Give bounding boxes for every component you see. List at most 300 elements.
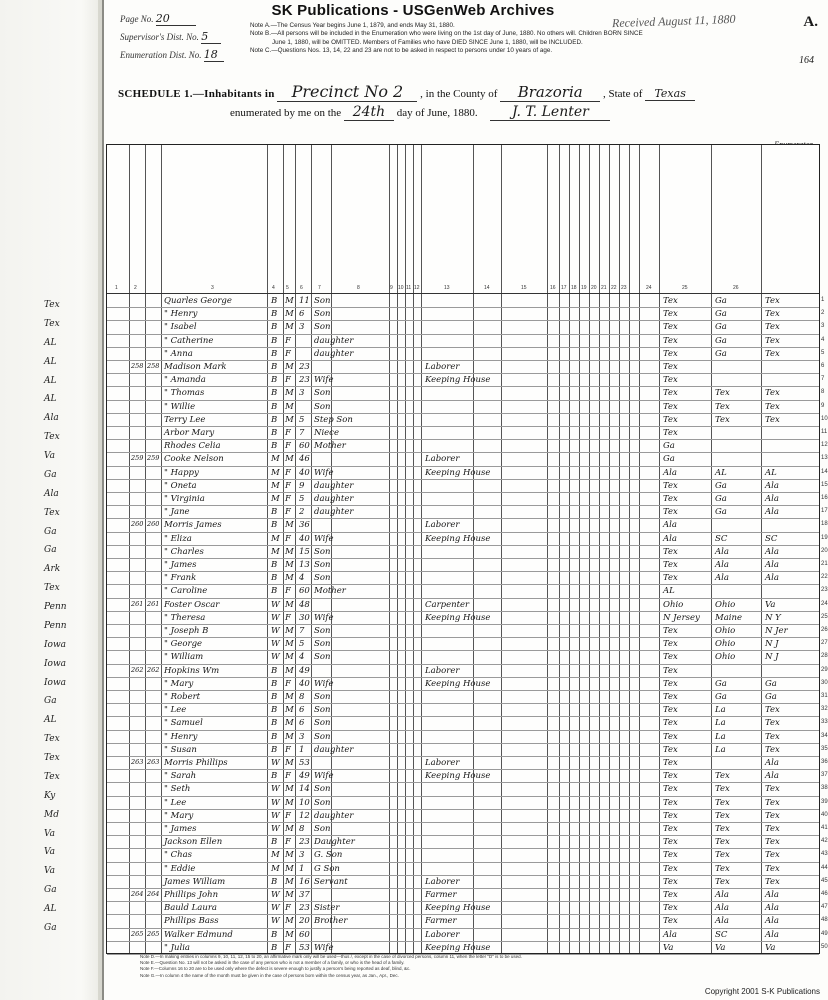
family-number: 262 [147,665,160,674]
county-label: , in the County of [420,88,498,100]
mother-birthplace-cell: Tex [765,322,780,333]
table-row [107,453,828,467]
birthplace-cell: Tex [663,494,678,504]
age-cell: 3 [299,388,305,399]
birthplace-cell: N Jersey [663,612,700,623]
sex-cell: M [285,520,294,531]
color-cell: B [271,441,278,452]
sex-cell: M [285,731,294,742]
father-birthplace-cell: Ga [715,296,727,306]
previous-page-entry: Iowa [44,639,67,650]
color-cell: M [271,533,280,544]
color-cell: B [271,520,278,531]
color-cell: B [271,771,278,782]
table-row [107,863,828,877]
column-number: 13 [444,285,450,291]
age-cell: 10 [299,797,310,808]
row-number: 39 [821,798,828,805]
table-row [107,770,828,784]
column-number: 10 [398,285,404,291]
column-number: 16 [550,285,556,291]
person-name: Morris James [164,520,222,531]
relationship-cell: Son [314,797,331,808]
age-cell: 7 [299,626,305,636]
state-value: Texas [645,87,695,101]
person-name: " Jane [164,507,190,518]
age-cell: 4 [299,573,305,584]
row-number: 21 [821,561,828,567]
row-number: 31 [821,693,828,699]
sex-cell: M [285,652,294,663]
father-birthplace-cell: Tex [715,414,730,425]
color-cell: B [271,692,278,702]
row-number: 23 [821,587,828,594]
father-birthplace-cell: Tex [715,863,730,874]
previous-page-entry: Va [44,828,56,839]
table-row [107,374,825,388]
age-cell: 23 [299,903,310,914]
person-name: " Mary [164,678,194,689]
age-cell: 6 [299,309,305,320]
father-birthplace-cell: La [715,705,726,716]
color-cell: W [271,890,280,900]
color-cell: M [271,494,280,504]
column-number: 22 [611,285,617,291]
row-number: 46 [821,891,828,897]
mother-birthplace-cell: Tex [765,705,780,716]
father-birthplace-cell: Ga [715,348,727,359]
column-number: 3 [211,285,214,291]
birthplace-cell: Tex [663,296,678,306]
sex-cell: F [285,903,291,914]
table-row [107,810,828,824]
relationship-cell: Wife [314,771,334,782]
row-number: 2 [821,310,825,317]
mother-birthplace-cell: Ala [765,546,779,557]
table-row [107,467,828,481]
note-a: Note A.—The Census Year begins June 1, 1879, and ends May 31, 1880. [250,22,455,29]
birthplace-cell: Ohio [663,599,684,610]
relationship-cell: G. Son [314,850,343,861]
row-number: 20 [821,547,828,554]
color-cell: B [271,428,278,438]
column-number: 26 [733,285,739,291]
mother-birthplace-cell: Tex [765,388,780,399]
person-name: " Henry [164,731,198,742]
birthplace-cell: Tex [663,837,678,848]
row-number: 27 [821,640,828,647]
row-number: 7 [821,376,825,383]
previous-page-entry: Iowa [44,677,67,688]
color-cell: B [271,942,278,953]
sex-cell: M [285,850,294,861]
table-row [107,572,828,586]
table-row [107,506,828,520]
dwelling-number: 260 [131,520,144,529]
column-number: 19 [581,285,587,291]
person-name: " Robert [164,692,201,702]
row-number: 37 [821,772,828,779]
occupation-cell: Laborer [425,876,460,887]
age-cell: 60 [299,441,310,452]
sex-cell: M [285,414,294,425]
birthplace-cell: Tex [663,546,678,557]
sex-cell: M [285,388,294,399]
birthplace-cell: Tex [663,678,678,689]
father-birthplace-cell: Ga [715,507,727,518]
sex-cell: M [285,929,294,940]
color-cell: W [271,810,280,821]
relationship-cell: Step Son [314,414,353,425]
person-name: Morris Phillips [164,758,228,768]
sex-cell: M [285,626,294,636]
previous-page-entry: AL [44,715,57,726]
person-name: " Henry [164,309,198,320]
mother-birthplace-cell: Tex [765,797,780,808]
footnote-d: Note D.—In making entries in columns 9, 10, 11, 12, 15 to 20, an affirmative mark only will be used—thus /, except in the case of divorced persons, column 11, when the letter "D" is to be used. [140,954,522,959]
row-number: 9 [821,402,825,409]
relationship-cell: G Son [314,863,340,874]
dwelling-number: 262 [131,665,144,674]
person-name: " Lee [164,797,187,808]
relationship-cell: Brother [314,916,348,927]
previous-page-entry: Tex [44,583,60,594]
person-name: " Lee [164,705,187,716]
sex-cell: F [285,744,291,755]
sex-cell: F [285,467,291,478]
birthplace-cell: Tex [663,744,678,755]
mother-birthplace-cell: Tex [765,296,780,306]
row-number: 10 [821,415,828,422]
enumerated-line [230,104,610,121]
table-row [107,387,825,401]
column-number: 15 [521,285,527,291]
sex-cell: M [285,401,294,412]
color-cell: B [271,414,278,425]
birthplace-cell: Ala [663,929,677,940]
relationship-cell: Mother [314,586,346,597]
color-cell: B [271,876,278,887]
row-number: 16 [821,495,828,501]
person-name: Terry Lee [164,414,206,425]
person-name: Bauld Laura [164,903,217,914]
father-birthplace-cell: AL [715,467,727,478]
sex-cell: F [285,586,291,597]
footnote-e: Note E.—Question No. 13 will not be asked in the case of any person who is not a member of a family, or who is the head of a family. [140,960,405,966]
person-name: " Isabel [164,322,197,333]
sex-cell: M [285,758,294,768]
table-row [107,744,828,758]
color-cell: B [271,322,278,333]
mother-birthplace-cell: Tex [765,731,780,742]
relationship-cell: Son [314,322,331,333]
table-row [107,651,828,665]
father-birthplace-cell: SC [715,929,728,940]
column-number: 23 [621,285,627,291]
person-name: " Willie [164,401,196,412]
mother-birthplace-cell: Tex [765,335,780,346]
previous-page-entries [0,144,98,952]
row-number: 26 [821,627,828,633]
sex-cell: F [285,533,291,544]
footnote-g: Note G.—In column 4 the name of the month must be given in the case of persons born within the census year, as Jan., Apr., Dec. [140,972,399,978]
mother-birthplace-cell: Ala [765,560,779,570]
person-name: Walker Edmund [164,929,233,940]
age-cell: 3 [299,850,305,861]
previous-page-entry: Tex [44,507,60,518]
sex-cell: F [285,441,291,452]
age-cell: 23 [299,362,310,372]
color-cell: B [271,375,278,386]
mother-birthplace-cell: Tex [765,414,780,425]
table-row [107,321,825,335]
birthplace-cell: Tex [663,428,678,438]
person-name: " Joseph B [164,626,209,636]
previous-page-entry: Ala [44,488,59,499]
color-cell: B [271,678,278,689]
birthplace-cell: Tex [663,652,678,663]
person-name: " James [164,560,197,570]
row-number: 6 [821,363,825,369]
father-birthplace-cell: La [715,718,726,729]
sex-cell: F [285,375,291,386]
relationship-cell: Mother [314,441,346,452]
age-cell: 9 [299,480,305,491]
sex-cell: M [285,362,294,372]
previous-page-entry: AL [44,394,57,405]
person-name: " Oneta [164,480,197,491]
page-letter: A. [803,14,818,30]
color-cell: B [271,309,278,320]
father-birthplace-cell: Tex [715,797,730,808]
father-birthplace-cell: Ala [715,573,729,584]
previous-page-entry: Va [44,866,56,877]
column-number: 17 [561,285,567,291]
row-number: 38 [821,785,828,792]
father-birthplace-cell: Maine [715,612,742,623]
color-cell: B [271,929,278,940]
color-cell: W [271,797,280,808]
table-row [107,836,828,850]
person-name: Phillips Bass [164,916,219,927]
supervisors-dist-line [120,30,221,44]
birthplace-cell: Tex [663,903,678,914]
mother-birthplace-cell: Tex [765,309,780,320]
copyright: Copyright 2001 S-K Publications [704,987,820,996]
column-number: 1 [115,285,118,291]
age-cell: 12 [299,810,310,821]
table-row [107,889,828,903]
birthplace-cell: Tex [663,388,678,399]
column-number: 20 [591,285,597,291]
person-name: " Susan [164,744,197,755]
column-number: 18 [571,285,577,291]
table-row [107,783,828,797]
sex-cell: M [285,784,294,795]
dwelling-number: 264 [131,890,144,898]
occupation-cell: Laborer [425,665,460,676]
occupation-cell: Keeping House [425,375,491,386]
color-cell: W [271,639,280,650]
column-number: 6 [300,285,303,291]
father-birthplace-cell: Ga [715,335,727,346]
color-cell: B [271,348,278,359]
column-number: 8 [357,285,360,291]
mother-birthplace-cell: Ala [765,890,779,900]
occupation-cell: Farmer [425,890,457,900]
age-cell: 53 [299,758,310,768]
table-row [107,678,828,692]
dwelling-number: 261 [131,599,144,608]
received-stamp: Received August 11, 1880 [611,11,736,31]
birthplace-cell: Tex [663,626,678,636]
age-cell: 40 [299,533,310,544]
sex-cell: F [285,507,291,518]
page-no-value: 20 [156,12,196,26]
age-cell: 16 [299,876,310,887]
relationship-cell: Son [314,652,331,663]
person-name: " Charles [164,546,204,557]
sex-cell: M [285,599,294,610]
relationship-cell: Wife [314,467,334,478]
relationship-cell: Son [314,692,331,702]
age-cell: 1 [299,744,305,755]
sex-cell: F [285,348,291,359]
column-number: 25 [682,285,688,291]
sex-cell: F [285,678,291,689]
row-number: 28 [821,653,828,660]
person-name: " Mary [164,810,194,821]
relationship-cell: Sister [314,903,340,914]
birthplace-cell: Ga [663,441,675,452]
relationship-cell: Wife [314,942,334,953]
age-cell: 40 [299,678,310,689]
birthplace-cell: Tex [663,692,678,702]
color-cell: W [271,824,280,834]
father-birthplace-cell: Tex [715,771,730,782]
father-birthplace-cell: Tex [715,876,730,887]
mother-birthplace-cell: N Jer [765,626,788,636]
sex-cell: F [285,612,291,623]
previous-page-entry: Tex [44,300,60,310]
age-cell: 48 [299,599,310,610]
color-cell: W [271,784,280,795]
birthplace-cell: Tex [663,401,678,412]
mother-birthplace-cell: Ala [765,573,779,584]
father-birthplace-cell: Ohio [715,599,736,610]
mother-birthplace-cell: Ga [765,678,777,689]
color-cell: W [271,612,280,623]
row-number: 19 [821,534,828,541]
previous-page-entry: Penn [44,602,67,613]
row-number: 45 [821,877,828,884]
row-number: 40 [821,811,828,818]
previous-page-entry: Ala [44,413,59,424]
row-number: 25 [821,613,828,620]
dwelling-number: 259 [131,454,144,463]
person-name: Phillips John [164,890,219,900]
row-number: 4 [821,336,825,343]
family-number: 258 [147,362,160,370]
previous-page-entry: Tex [44,771,60,782]
table-row [107,533,828,547]
color-cell: B [271,507,278,518]
table-row [107,440,828,454]
enumeration-dist-label: Enumeration Dist. No. [120,50,202,60]
row-number: 14 [821,468,828,475]
mother-birthplace-cell: Ala [765,507,779,518]
previous-page-entry: AL [44,375,57,386]
birthplace-cell: Tex [663,560,678,570]
father-birthplace-cell: Ga [715,678,727,689]
watermark: SK Publications - USGenWeb Archives [271,2,555,19]
mother-birthplace-cell: Ala [765,758,779,768]
relationship-cell: Wife [314,375,334,386]
age-cell: 1 [299,863,305,874]
birthplace-cell: Tex [663,876,678,887]
dwelling-number: 263 [131,758,144,766]
color-cell: M [271,863,280,874]
father-birthplace-cell: Ohio [715,626,736,636]
birthplace-cell: Tex [663,731,678,742]
table-row [107,612,828,626]
color-cell: W [271,903,280,914]
age-cell: 5 [299,414,305,425]
family-number: 265 [147,929,160,938]
birthplace-cell: Tex [663,309,678,320]
birthplace-cell: Tex [663,758,678,768]
color-cell: B [271,388,278,399]
header-divider [107,293,819,294]
previous-page-entry: Va [44,847,56,858]
table-row [107,731,828,745]
sex-cell: M [285,824,294,834]
state-label: , State of [602,88,643,100]
sex-cell: M [285,546,294,557]
birthplace-cell: Ala [663,533,677,544]
father-birthplace-cell: Ohio [715,652,736,663]
mother-birthplace-cell: Tex [765,810,780,821]
relationship-cell: Wife [314,533,334,544]
person-name: " William [164,652,204,663]
relationship-cell: Son [314,546,331,557]
table-row [107,717,828,731]
row-number: 41 [821,825,828,831]
age-cell: 3 [299,731,305,742]
color-cell: B [271,837,278,848]
color-cell: W [271,626,280,636]
previous-page-entry: Tex [44,432,60,443]
schedule-heading [118,82,695,102]
relationship-cell: Son [314,731,331,742]
page-number: 164 [799,55,814,66]
mother-birthplace-cell: Tex [765,401,780,412]
mother-birthplace-cell: N J [765,652,779,663]
row-number: 48 [821,917,828,924]
previous-page-entry: Tex [44,734,60,745]
color-cell: W [271,599,280,610]
color-cell: B [271,296,278,306]
table-row [107,414,828,428]
person-name: Foster Oscar [164,599,220,610]
age-cell: 5 [299,494,305,504]
page-no-label: Page No. [120,14,154,24]
family-number: 260 [147,520,160,529]
table-row [107,915,828,929]
sex-cell: M [285,454,294,465]
father-birthplace-cell: Tex [715,837,730,848]
row-number: 1 [821,297,825,303]
